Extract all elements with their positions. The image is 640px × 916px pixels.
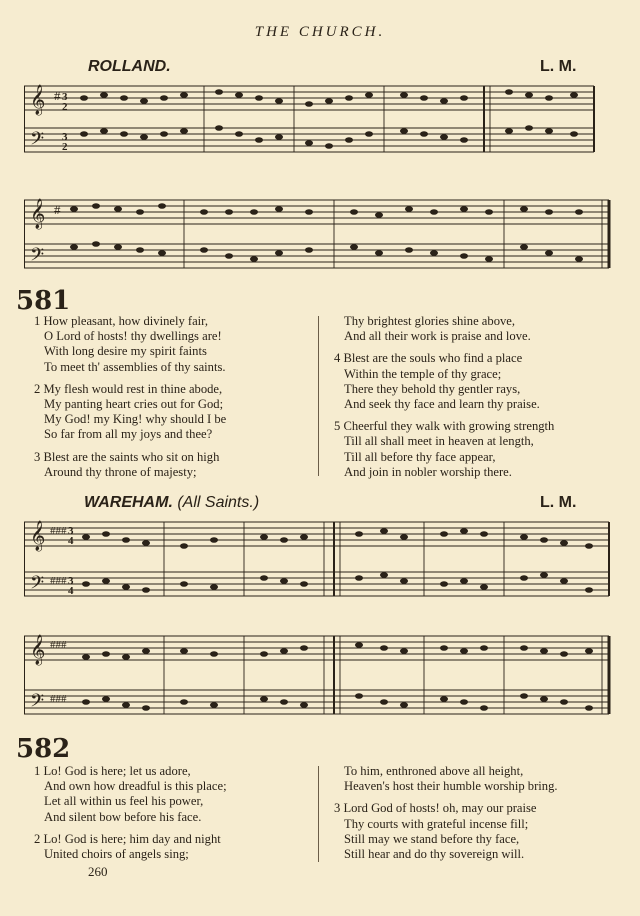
- svg-text:###: ###: [50, 575, 67, 587]
- verse-line: 1 How pleasant, how divinely fair,: [34, 314, 209, 328]
- verse-line: There they behold thy gentler rays,: [344, 381, 521, 396]
- verse-line: Within the temple of thy grace;: [344, 366, 502, 381]
- meter-581: L. M.: [540, 58, 577, 75]
- svg-text:3: 3: [62, 91, 68, 103]
- verse-line: Around thy throne of majesty;: [44, 464, 197, 479]
- svg-text:𝄢: 𝄢: [30, 128, 45, 153]
- hymn-581-right-column: [334, 314, 554, 487]
- music-system-rolland-2: [24, 192, 616, 276]
- verse-line: 2 My flesh would rest in thine abode,: [34, 381, 223, 396]
- verse-line: My panting heart cries out for God;: [44, 397, 224, 412]
- svg-text:𝄞: 𝄞: [30, 635, 46, 664]
- music-system-wareham-1: [24, 512, 616, 608]
- verse-line: United choirs of angels sing;: [44, 847, 189, 862]
- verse-line: Let all within us feel his power,: [44, 794, 204, 809]
- hymn-number-582: 582: [16, 734, 71, 764]
- verse-line: Till all shall meet in heaven at length,: [344, 434, 534, 449]
- stanza: [334, 801, 558, 862]
- page-number: 260: [88, 864, 108, 879]
- verse-line: Till all before thy face appear,: [344, 449, 496, 464]
- stanza: [334, 419, 554, 480]
- verse-line: 2 Lo! God is here; him day and night: [34, 831, 221, 846]
- stanza: [334, 314, 554, 344]
- tune-title-wareham: [84, 494, 259, 512]
- svg-text:3: 3: [68, 575, 74, 587]
- svg-text:###: ###: [50, 525, 67, 537]
- svg-text:3: 3: [68, 525, 74, 537]
- hymn-582-left-column: [34, 764, 227, 869]
- verse-line: To meet th' assemblies of thy saints.: [44, 359, 226, 374]
- verse-line: 5 Cheerful they walk with growing strength: [334, 419, 555, 434]
- svg-text:#: #: [54, 88, 61, 103]
- svg-text:2: 2: [62, 101, 68, 113]
- verse-line: O Lord of hosts! thy dwellings are!: [44, 329, 222, 344]
- column-divider: [318, 766, 319, 862]
- stanza: [34, 314, 226, 375]
- svg-text:###: ###: [50, 693, 67, 705]
- stanza: [34, 450, 226, 480]
- svg-text:𝄢: 𝄢: [30, 690, 45, 715]
- verse-line: And silent bow before his face.: [44, 809, 202, 824]
- tune-title-rolland: ROLLAND.: [88, 58, 171, 75]
- verse-line: And all their work is praise and love.: [344, 329, 531, 344]
- verse-line: My God! my King! why should I be: [44, 412, 227, 427]
- stanza: [34, 832, 227, 862]
- running-head: THE CHURCH.: [254, 24, 386, 40]
- verse-line: To him, enthroned above all height,: [344, 764, 524, 778]
- svg-text:𝄞: 𝄞: [30, 521, 46, 550]
- verse-line: Heaven's host their humble worship bring.: [344, 779, 558, 794]
- stanza: [334, 351, 554, 412]
- verse-line: And join in nobler worship there.: [344, 464, 512, 479]
- verse-line: 3 Lord God of hosts! oh, may our praise: [334, 801, 537, 816]
- verse-line: Still hear and do thy sovereign will.: [344, 847, 525, 862]
- svg-text:𝄞: 𝄞: [30, 199, 46, 228]
- verse-line: Thy brightest glories shine above,: [344, 314, 516, 328]
- music-system-wareham-2: [24, 626, 616, 726]
- meter-582: L. M.: [540, 494, 577, 511]
- svg-text:###: ###: [50, 639, 67, 651]
- hymn-582-right-column: [334, 764, 558, 869]
- svg-text:#: #: [54, 202, 61, 217]
- stanza: [34, 764, 227, 825]
- stanza: [34, 382, 226, 443]
- hymn-581-left-column: [34, 314, 226, 487]
- verse-line: So far from all my joys and thee?: [44, 427, 213, 442]
- svg-text:𝄞: 𝄞: [30, 85, 46, 114]
- verse-line: And seek thy face and learn thy praise.: [344, 397, 540, 412]
- stanza: [334, 764, 558, 794]
- column-divider: [318, 316, 319, 476]
- svg-text:𝄢: 𝄢: [30, 244, 45, 269]
- verse-line: Thy courts with grateful incense fill;: [344, 816, 529, 831]
- verse-line: With long desire my spirit faints: [44, 344, 207, 359]
- music-system-rolland-1: [24, 78, 616, 162]
- svg-text:4: 4: [68, 535, 74, 547]
- svg-text:3: 3: [62, 131, 68, 143]
- verse-line: And own how dreadful is this place;: [44, 779, 227, 794]
- svg-text:4: 4: [68, 585, 74, 597]
- tune-alternate-name: (All Saints.): [177, 494, 260, 511]
- verse-line: Still may we stand before thy face,: [344, 831, 520, 846]
- tune-name: WAREHAM.: [84, 494, 173, 511]
- svg-text:𝄢: 𝄢: [30, 572, 45, 597]
- verse-line: 3 Blest are the saints who sit on high: [34, 449, 220, 464]
- svg-text:2: 2: [62, 141, 68, 153]
- verse-line: 4 Blest are the souls who find a place: [334, 351, 523, 366]
- verse-line: 1 Lo! God is here; let us adore,: [34, 764, 191, 778]
- hymn-number-581: 581: [16, 286, 71, 316]
